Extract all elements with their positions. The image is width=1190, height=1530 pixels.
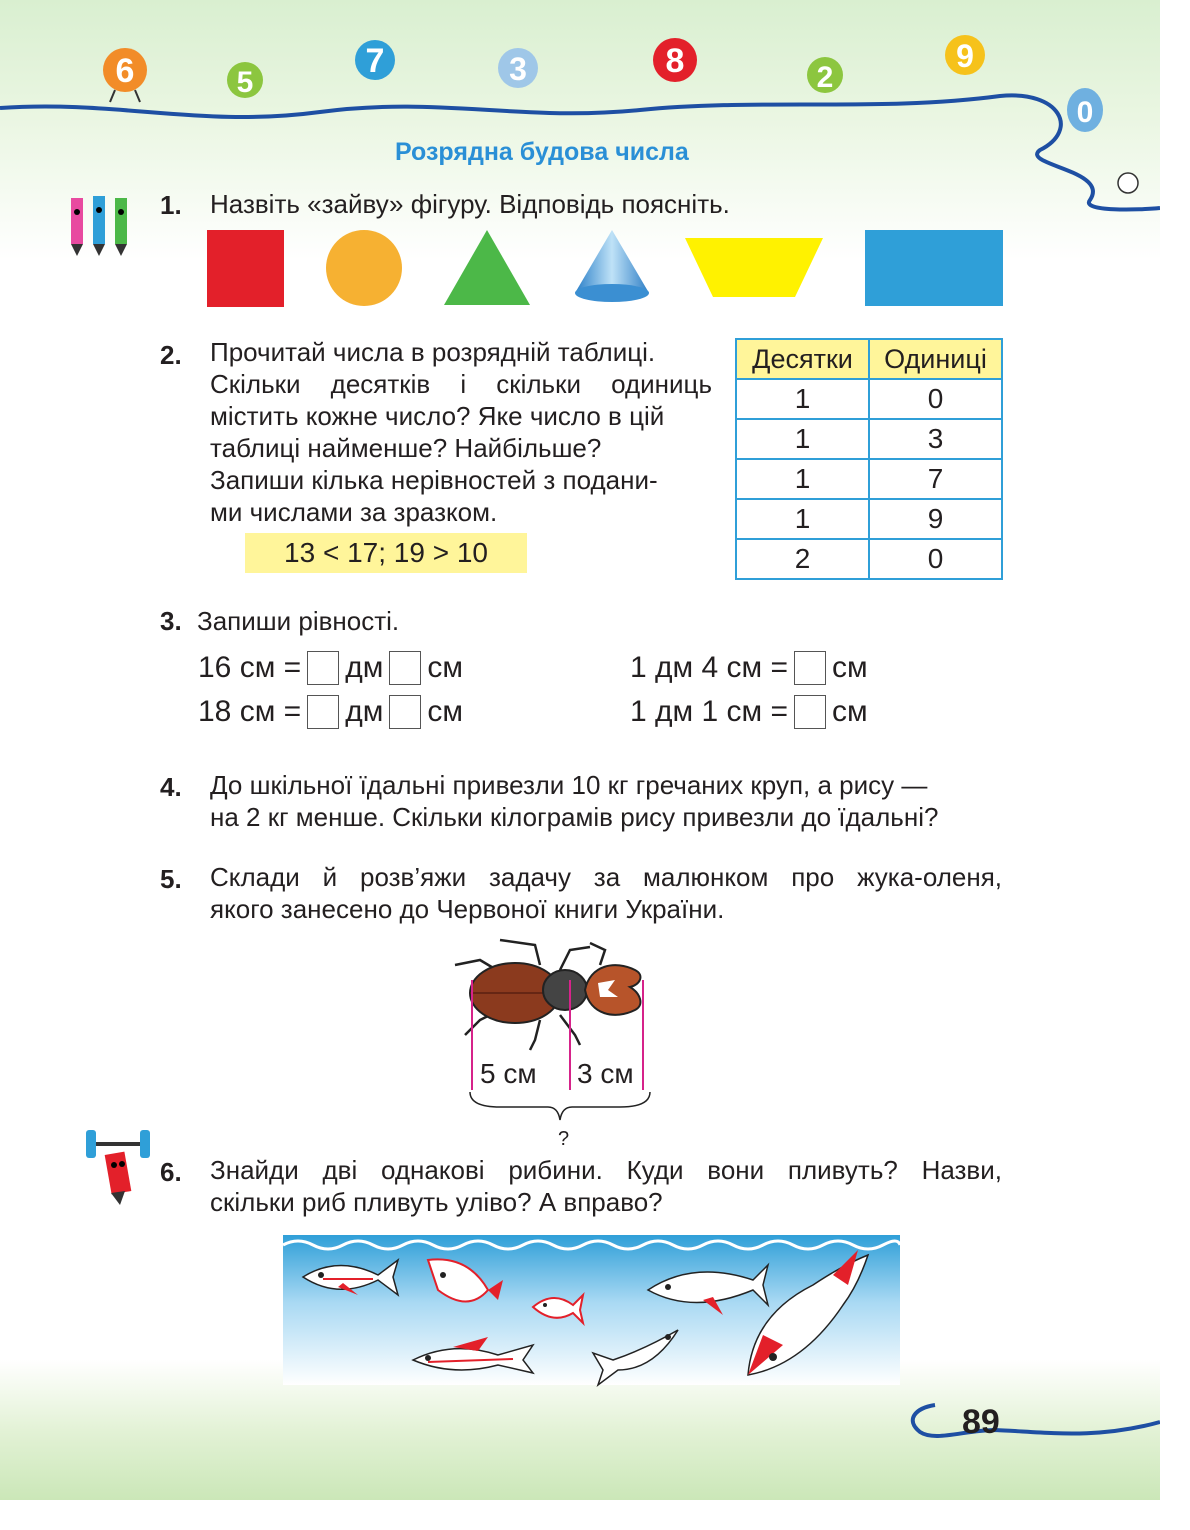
task-4-line-1: До шкільної їдальні привезли 10 кг гречаних круп, а рису —	[210, 770, 928, 800]
table-cell: 0	[869, 539, 1002, 579]
digit-5-character-icon	[227, 62, 263, 99]
answer-box[interactable]	[307, 695, 339, 729]
table-cell: 2	[736, 539, 869, 579]
task-2-line-2: Скільки десятків і скільки одиниць	[210, 369, 712, 399]
equation-row	[198, 692, 463, 732]
svg-text:3: 3	[509, 51, 527, 87]
equation-unit-dm: дм	[345, 695, 384, 728]
page-margin-right	[1160, 0, 1190, 1530]
equation-row	[198, 648, 463, 688]
answer-box[interactable]	[794, 651, 826, 685]
fish-illustration	[283, 1235, 903, 1385]
blue-rectangle	[865, 230, 1003, 306]
task-1-number: 1.	[160, 190, 182, 220]
svg-text:8: 8	[665, 42, 685, 80]
weightlifter-pencil-icon	[78, 1125, 168, 1205]
table-cell: 9	[869, 499, 1002, 539]
table-row	[736, 419, 1002, 459]
task-5-line-1: Склади й розв’яжи задачу за малюнком про жука-оленя,	[210, 862, 1002, 892]
digit-6-character-icon	[103, 48, 147, 102]
equation-left: 1 дм 1 см =	[630, 695, 788, 728]
table-cell: 1	[736, 499, 869, 539]
total-length-question: ?	[558, 1128, 570, 1150]
task-6-line-2: скільки риб пливуть уліво? А вправо?	[210, 1187, 663, 1217]
answer-box[interactable]	[389, 695, 421, 729]
task-2-number: 2.	[160, 340, 182, 370]
stag-beetle-illustration	[440, 935, 680, 1145]
task-1-shapes	[200, 225, 1020, 315]
answer-box[interactable]	[794, 695, 826, 729]
task-6-line-1: Знайди дві однакові рибини. Куди вони пливуть? Назви,	[210, 1155, 1002, 1185]
svg-text:5: 5	[236, 66, 254, 99]
table-row	[736, 499, 1002, 539]
table-row	[736, 539, 1002, 579]
table-row	[736, 459, 1002, 499]
task-3-text: Запиши рівності.	[197, 606, 400, 636]
task-2-line-1: Прочитай числа в розрядній таблиці.	[210, 337, 656, 367]
column-header-tens: Десятки	[736, 339, 869, 379]
digit-0-character-icon	[1067, 88, 1103, 132]
equation-unit-cm: см	[831, 651, 868, 684]
table-cell: 3	[869, 419, 1002, 459]
blue-cone	[575, 230, 649, 302]
svg-text:6: 6	[115, 52, 135, 90]
task-4-number: 4.	[160, 772, 182, 802]
digit-3-character-icon	[498, 48, 538, 88]
task-5-number: 5.	[160, 864, 182, 894]
digit-8-character-icon	[653, 38, 697, 82]
svg-text:0: 0	[1076, 96, 1094, 129]
equation-unit-dm: дм	[345, 651, 384, 684]
digit-9-character-icon	[945, 35, 985, 75]
answer-box[interactable]	[389, 651, 421, 685]
orange-circle	[326, 230, 402, 306]
equation-left: 16 см =	[198, 651, 302, 684]
task-2-line-6: ми числами за зразком.	[210, 497, 498, 527]
pencils-icon	[65, 190, 155, 260]
equation-unit-cm: см	[427, 695, 463, 728]
column-header-units: Одиниці	[869, 339, 1002, 379]
table-cell: 0	[869, 379, 1002, 419]
digit-2-character-icon	[807, 57, 843, 94]
table-cell: 1	[736, 419, 869, 459]
page-title: Розрядна будова числа	[395, 138, 689, 166]
equation-unit-cm: см	[427, 651, 463, 684]
task-4-line-2: на 2 кг менше. Скільки кілограмів рису привезли до їдальні?	[210, 802, 939, 832]
table-cell: 1	[736, 379, 869, 419]
equation-row	[630, 648, 868, 688]
horns-length-label: 3 см	[577, 1058, 634, 1089]
svg-text:7: 7	[365, 42, 385, 80]
mouse-character-icon	[1118, 173, 1138, 193]
task-3-number: 3.	[160, 606, 182, 636]
task-6-number: 6.	[160, 1157, 182, 1187]
equation-unit-cm: см	[831, 695, 868, 728]
sample-inequalities: 13 < 17; 19 > 10	[245, 533, 527, 573]
yellow-trapezoid	[685, 238, 823, 297]
digit-7-character-icon	[355, 40, 395, 80]
table-header-row	[736, 339, 1002, 379]
red-square	[207, 230, 284, 307]
equation-left: 18 см =	[198, 695, 302, 728]
page-number-swirl	[895, 1400, 1165, 1460]
task-2-line-5: Запиши кілька нерівностей з подани-	[210, 465, 658, 495]
table-row	[736, 379, 1002, 419]
place-value-table	[735, 338, 1003, 580]
body-length-label: 5 см	[480, 1058, 537, 1089]
table-cell: 7	[869, 459, 1002, 499]
equation-row	[630, 692, 868, 732]
svg-text:2: 2	[816, 61, 834, 94]
answer-box[interactable]	[307, 651, 339, 685]
page-margin-bottom	[0, 1500, 1190, 1530]
task-2-line-3: містить кожне число? Яке число в цій	[210, 401, 665, 431]
task-5-line-2: якого занесено до Червоної книги України.	[210, 894, 725, 924]
task-2-line-4: таблиці найменше? Найбільше?	[210, 433, 602, 463]
table-cell: 1	[736, 459, 869, 499]
equation-left: 1 дм 4 см =	[630, 651, 788, 684]
page-number: 89	[962, 1403, 1000, 1441]
green-triangle	[444, 230, 530, 305]
task-1-text: Назвіть «зайву» фігуру. Відповідь поясніть.	[210, 189, 730, 219]
svg-text:9: 9	[956, 38, 974, 74]
